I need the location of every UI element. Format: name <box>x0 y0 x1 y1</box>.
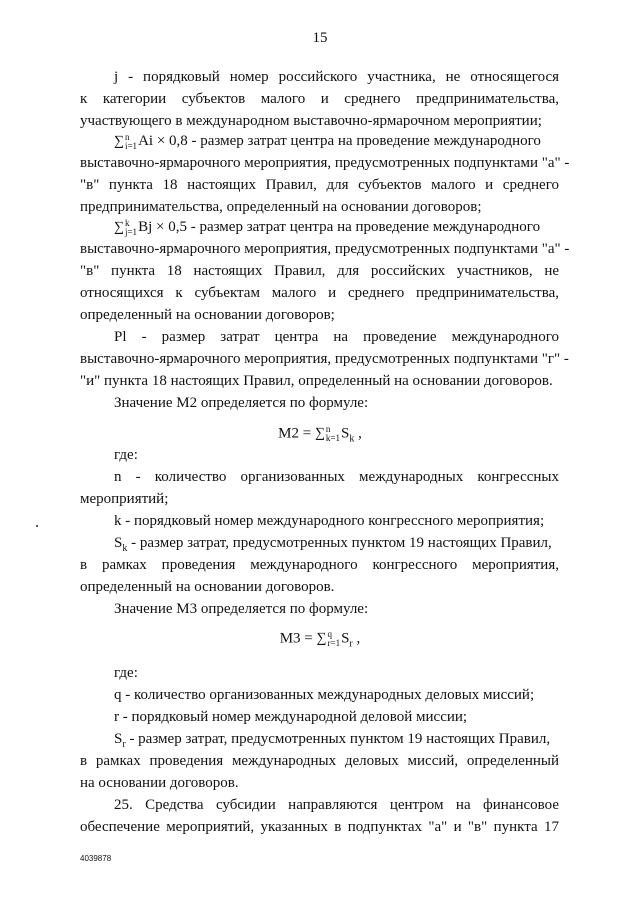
paragraph-line: выставочно-ярмарочного мероприятия, предусмотренных подпунктами "а" - <box>80 155 570 171</box>
sum-upper-limit: n <box>124 131 130 142</box>
paragraph-line: Pl - размер затрат центра на проведение международного <box>114 329 559 345</box>
sigma-symbol: ∑ <box>114 220 124 235</box>
formula-m3: M3 = ∑ q r=1 $S_r$ , <box>279 629 361 650</box>
paragraph-line: выставочно-ярмарочного мероприятия, предусмотренных подпунктами "г" - <box>80 351 569 367</box>
sum-b-text: Bj × 0,5 - размер затрат центра на проведение международного <box>138 219 541 235</box>
sum-lower-limit: i=1 <box>124 140 138 151</box>
paragraph-line: j - порядковый номер российского участника, не относящегося <box>114 69 559 85</box>
formula-m2: M2 = ∑ n k=1 $S_k$ , <box>278 424 362 445</box>
paragraph-line: в рамках проведения международного конгрессного мероприятия, <box>80 557 559 573</box>
paragraph-line: r - порядковый номер международной деловой миссии; <box>114 709 468 725</box>
paragraph-line: k - порядковый номер международного конгрессного мероприятия; <box>114 513 545 529</box>
sk-line: $S_k$ - размер затрат, предусмотренных пунктом 19 настоящих Правил, <box>114 535 552 554</box>
paragraph-line: Значение М2 определяется по формуле: <box>114 395 369 411</box>
sum-a-text: Ai × 0,8 - размер затрат центра на проведение международного <box>138 133 541 149</box>
sigma-symbol: ∑ <box>316 631 327 647</box>
sum-lower-limit: j=1 <box>124 226 138 237</box>
paragraph-line: где: <box>114 447 138 463</box>
paragraph-line: относящихся к субъектам малого и среднего предпринимательства, <box>80 285 559 301</box>
paragraph-line: выставочно-ярмарочного мероприятия, предусмотренных подпунктами "а" - <box>80 241 570 257</box>
paragraph-line: мероприятий; <box>80 491 169 507</box>
sum-upper-limit: k <box>124 217 130 228</box>
paragraph-line: определенный на основании договоров; <box>80 307 335 323</box>
paragraph-line: n - количество организованных международных конгрессных <box>114 469 559 485</box>
scan-dot <box>36 525 38 527</box>
document-id: 4039878 <box>80 854 112 863</box>
paragraph-line: q - количество организованных международных деловых миссий; <box>114 687 535 703</box>
paragraph-line: "в" пункта 18 настоящих Правил, для субъектов малого и среднего <box>80 177 559 193</box>
sum-b-line <box>114 218 559 237</box>
paragraph-line: к категории субъектов малого и среднего предпринимательства, <box>80 91 559 107</box>
sigma-symbol: ∑ <box>314 426 325 442</box>
paragraph-line: участвующего в международном выставочно-ярмарочном мероприятии; <box>80 113 542 129</box>
paragraph-line: Значение М3 определяется по формуле: <box>114 601 369 617</box>
paragraph-line: 25. Средства субсидии направляются центром на финансовое <box>114 797 559 813</box>
paragraph-line: "в" пункта 18 настоящих Правил, для российских участников, не <box>80 263 559 279</box>
paragraph-line: в рамках проведения международных деловых миссий, определенный <box>80 753 559 769</box>
paragraph-line: определенный на основании договоров. <box>80 579 335 595</box>
paragraph-line: предпринимательства, определенный на основании договоров; <box>80 199 482 215</box>
sum-a-line <box>114 132 559 151</box>
paragraph-line: где: <box>114 665 138 681</box>
paragraph-line: обеспечение мероприятий, указанных в подпунктах "а" и "в" пункта 17 <box>80 819 559 835</box>
paragraph-line: "и" пункта 18 настоящих Правил, определенный на основании договоров. <box>80 373 553 389</box>
paragraph-line: на основании договоров. <box>80 775 239 791</box>
page-number: 15 <box>312 30 328 46</box>
sr-line: $S_r$ - размер затрат, предусмотренных пунктом 19 настоящих Правил, <box>114 731 551 750</box>
sigma-symbol: ∑ <box>114 134 124 149</box>
